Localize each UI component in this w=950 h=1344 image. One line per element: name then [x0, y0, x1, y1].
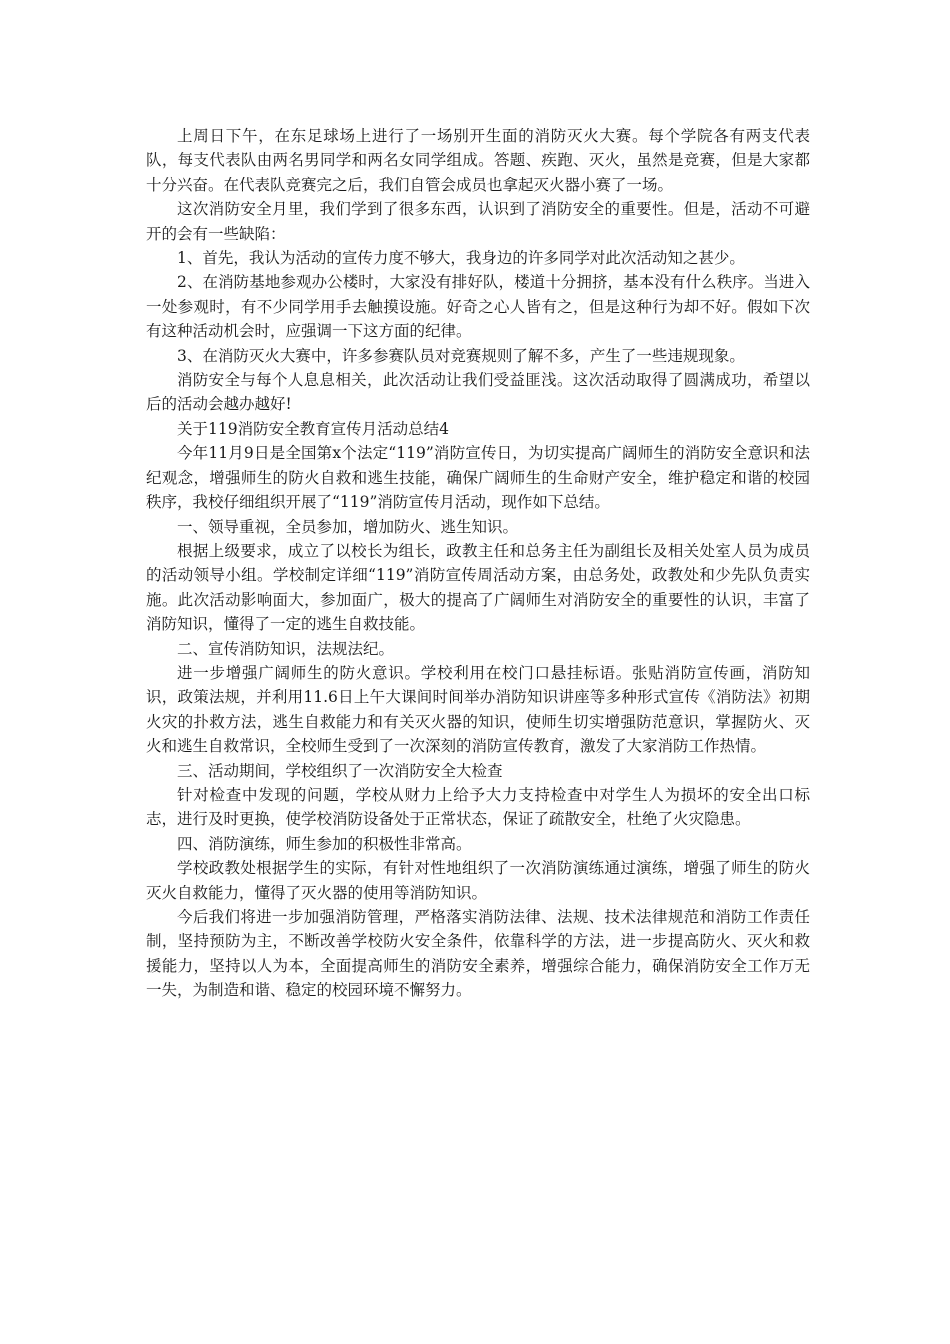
paragraph-shortcoming-2: 2、在消防基地参观办公楼时，大家没有排好队，楼道十分拥挤，基本没有什么秩序。当进入一处参观时，有不少同学用手去触摸设施。好奇之心人皆有之，但是这种行为却不好。假如下次有这种活动机会时，应强调一下这方面的纪律。: [146, 273, 810, 341]
paragraph-section-2: 进一步增强广阔师生的防火意识。学校利用在校门口悬挂标语。张贴消防宣传画，消防知识，政策法规，并利用11.6日上午大课间时间举办消防知识讲座等多种形式宣传《消防法》初期火灾的扑救方法，逃生自救能力和有关灭火器的知识，使师生切实增强防范意识，掌握防火、灭火和逃生自救常识，全校师生受到了一次深刻的消防宣传教育，激发了大家消防工作热情。: [146, 663, 810, 756]
paragraph-future-plans: 今后我们将进一步加强消防管理，严格落实消防法律、法规、技术法律规范和消防工作责任制，坚持预防为主，不断改善学校防火安全条件，依靠科学的方法，进一步提高防火、灭火和救援能力，坚持以人为本，全面提高师生的消防安全素养，增强综合能力，确保消防安全工作万无一失，为制造和谐、稳定的校园环境不懈努力。: [146, 908, 810, 1000]
heading-section-4: 四、消防演练，师生参加的积极性非常高。: [177, 834, 472, 853]
heading-section-3: 三、活动期间，学校组织了一次消防安全大检查: [177, 761, 503, 780]
paragraph-section-3: 针对检查中发现的问题，学校从财力上给予大力支持检查中对学生人为损坏的安全出口标志，进行及时更换，使学校消防设备处于正常状态，保证了疏散安全，杜绝了火灾隐患。: [146, 785, 810, 829]
heading-section-2: 二、宣传消防知识，法规法纪。: [177, 639, 395, 658]
heading-section-1: 一、领导重视，全员参加，增加防火、逃生知识。: [177, 517, 519, 536]
document-body: [146, 124, 810, 1003]
paragraph-conclusion: 消防安全与每个人息息相关，此次活动让我们受益匪浅。这次活动取得了圆满成功，希望以后的活动会越办越好!: [146, 371, 810, 414]
paragraph-shortcoming-1: 1、首先，我认为活动的宣传力度不够大，我身边的许多同学对此次活动知之甚少。: [177, 249, 745, 268]
paragraph-introduction: 今年11月9日是全国第x个法定“119”消防宣传日，为切实提高广阔师生的消防安全意识和法纪观念，增强师生的防火自救和逃生技能，确保广阔师生的生命财产安全，维护稳定和谐的校园秩序，我校仔细组织开展了“119”消防宣传月活动，现作如下总结。: [146, 444, 810, 512]
section-title: 关于119消防安全教育宣传月活动总结4: [177, 419, 449, 438]
paragraph-section-4: 学校政教处根据学生的实际，有针对性地组织了一次消防演练通过演练，增强了师生的防火灭火自救能力，懂得了灭火器的使用等消防知识。: [146, 859, 810, 902]
paragraph-section-1: 根据上级要求，成立了以校长为组长，政教主任和总务主任为副组长及相关处室人员为成员的活动领导小组。学校制定详细“119”消防宣传周活动方案，由总务处，政教处和少先队负责实施。此次活动影响面大，参加面广，极大的提高了广阔师生对消防安全的重要性的认识，丰富了消防知识，懂得了一定的逃生自救技能。: [146, 541, 810, 634]
paragraph-shortcoming-3: 3、在消防灭火大赛中，许多参赛队员对竞赛规则了解不多，产生了一些违规现象。: [177, 346, 745, 365]
paragraph-contest-intro: 上周日下午，在东足球场上进行了一场别开生面的消防灭火大赛。每个学院各有两支代表队，每支代表队由两名男同学和两名女同学组成。答题、疾跑、灭火，虽然是竞赛，但是大家都十分兴奋。在代表队竞赛完之后，我们自管会成员也拿起灭火器小赛了一场。: [146, 127, 810, 194]
paragraph-lessons-learned: 这次消防安全月里，我们学到了很多东西，认识到了消防安全的重要性。但是，活动不可避开的会有一些缺陷：: [146, 200, 810, 243]
